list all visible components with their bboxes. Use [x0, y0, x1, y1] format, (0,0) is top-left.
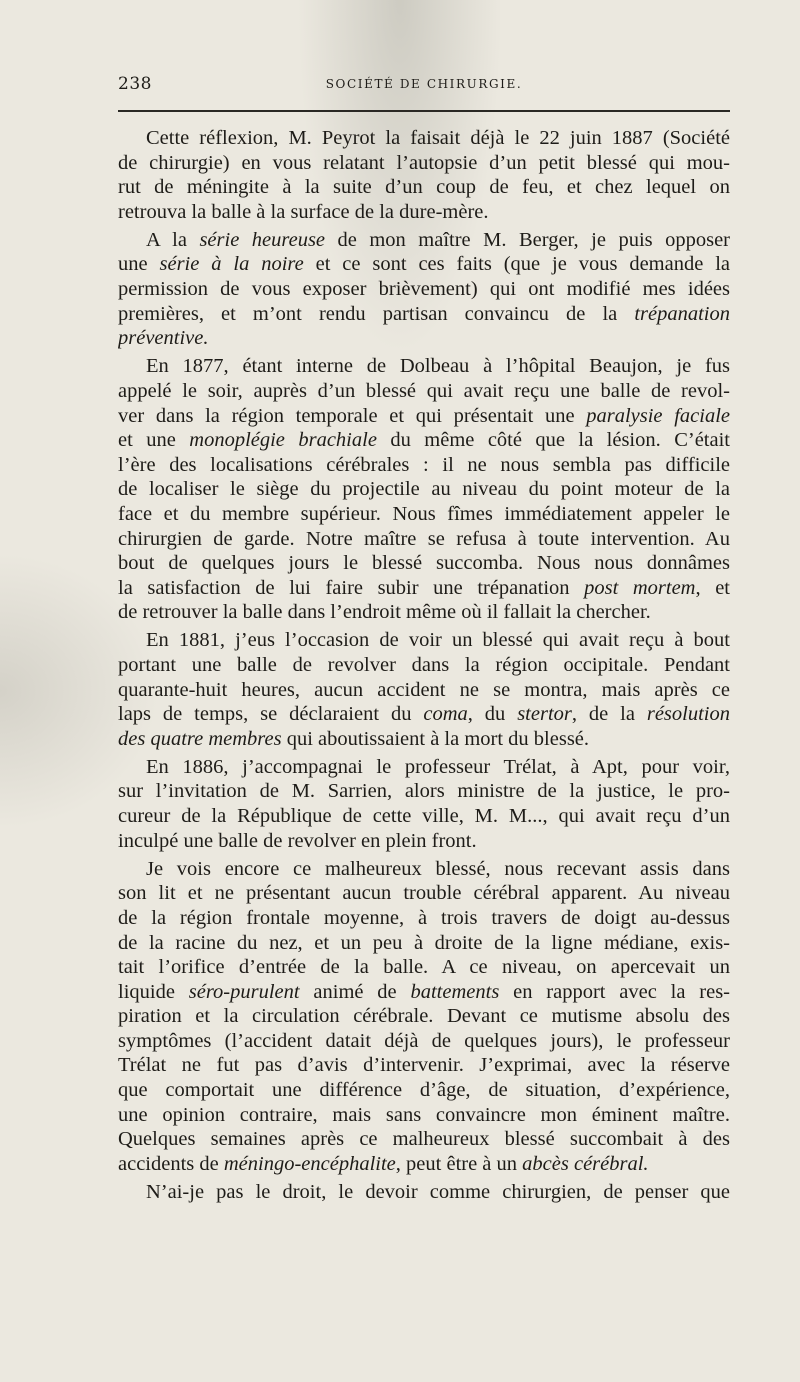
page-header	[118, 74, 730, 102]
text-line: la satisfaction de lui faire subir une trépanation post mortem, et	[118, 576, 730, 599]
text-line: permission de vous exposer brièvement) qui ont modifié mes idées	[118, 278, 730, 301]
paragraph	[118, 857, 730, 1177]
italic-term: abcès cérébral.	[522, 1152, 649, 1175]
text-line: piration et la circulation cérébrale. Devant ce mutisme absolu des	[118, 1005, 730, 1028]
italic-term: paralysie faciale	[586, 404, 730, 427]
text-line: Cette réflexion, M. Peyrot la faisait déjà le 22 juin 1887 (Société	[146, 127, 730, 149]
text-line: Je vois encore ce malheureux blessé, nous recevant assis dans	[146, 857, 730, 880]
text-line: Quelques semaines après ce malheureux blessé succombait à des	[118, 1128, 730, 1151]
text-line: de la racine du nez, et un peu à droite de la ligne médiane, exis-	[118, 931, 730, 954]
paragraph	[118, 126, 730, 224]
text-line: rut de méningite à la suite d’un coup de feu, et chez lequel on	[118, 176, 730, 199]
text-line: N’ai-je pas le droit, le devoir comme chirurgien, de penser que	[146, 1180, 730, 1203]
paragraph	[118, 354, 730, 625]
paragraph	[118, 755, 730, 853]
text-line: accidents de méningo-encéphalite, peut être à un abcès cérébral.	[118, 1152, 649, 1175]
text-line: l’ère des localisations cérébrales : il ne nous sembla pas difficile	[118, 453, 730, 476]
italic-term: coma	[423, 703, 468, 726]
text-line: et une monoplégie brachiale du même côté que la lésion. C’était	[118, 429, 730, 452]
text-line: premières, et m’ont rendu partisan convaincu de la trépanation	[118, 302, 730, 325]
body-text	[118, 126, 730, 1205]
text-line: portant une balle de revolver dans la région occipitale. Pendant	[118, 653, 730, 676]
text-line: cureur de la République de cette ville, M. M..., qui avait reçu d’un	[118, 805, 730, 828]
text-line: appelé le soir, auprès d’un blessé qui avait reçu une balle de revol-	[118, 379, 730, 402]
page-number: 238	[118, 74, 152, 94]
text-line: de la région frontale moyenne, à trois travers de doigt au-dessus	[118, 906, 730, 929]
text-line: symptômes (l’accident datait déjà de quelques jours), le professeur	[118, 1029, 730, 1052]
text-line: retrouva la balle à la surface de la dure-mère.	[118, 200, 489, 223]
italic-term: des quatre membres	[118, 727, 282, 750]
text-line: de retrouver la balle dans l’endroit même où il fallait la chercher.	[118, 601, 651, 624]
text-line: En 1877, étant interne de Dolbeau à l’hôpital Beaujon, je fus	[146, 355, 730, 378]
text-line: A la série heureuse de mon maître M. Berger, je puis opposer	[146, 228, 730, 251]
text-line: En 1886, j’accompagnai le professeur Trélat, à Apt, pour voir,	[146, 755, 730, 778]
italic-term: battements	[410, 980, 500, 1003]
text-line: chirurgien de garde. Notre maître se refusa à toute intervention. Au	[118, 527, 730, 550]
italic-term: séro-purulent	[188, 980, 300, 1003]
text-line: des quatre membres qui aboutissaient à la mort du blessé.	[118, 727, 590, 750]
italic-term: monoplégie brachiale	[189, 429, 377, 452]
italic-term: série heureuse	[199, 228, 326, 251]
text-line: En 1881, j’eus l’occasion de voir un blessé qui avait reçu à bout	[146, 629, 730, 652]
text-line: inculpé une balle de revolver en plein front.	[118, 829, 477, 852]
italic-term: trépanation	[634, 302, 730, 325]
text-line: face et du membre supérieur. Nous fîmes immédiatement appeler le	[118, 502, 730, 525]
italic-term: préventive.	[118, 327, 209, 350]
running-head: SOCIÉTÉ DE CHIRURGIE.	[325, 77, 523, 91]
paragraph	[118, 628, 730, 751]
text-line: de localiser le siège du projectile au niveau du point moteur de la	[118, 478, 730, 501]
text-line: de chirurgie) en vous relatant l’autopsie d’un petit blessé qui mou-	[118, 151, 730, 174]
italic-term: méningo-encéphalite	[223, 1152, 396, 1175]
italic-term: post mortem	[584, 576, 696, 599]
text-line: son lit et ne présentant aucun trouble cérébral apparent. Au niveau	[118, 882, 730, 905]
text-line: laps de temps, se déclaraient du coma, du stertor, de la résolution	[118, 703, 730, 726]
paragraph	[118, 228, 730, 351]
italic-term: résolution	[646, 703, 730, 726]
text-line: tait l’orifice d’entrée de la balle. A ce niveau, on apercevait un	[118, 956, 730, 979]
text-line: ver dans la région temporale et qui présentait une paralysie faciale	[118, 404, 730, 427]
italic-term: série à la noire	[159, 253, 304, 276]
text-line: liquide séro-purulent animé de battements en rapport avec la res-	[118, 980, 730, 1003]
text-line: une série à la noire et ce sont ces faits (que je vous demande la	[118, 253, 730, 276]
text-line: sur l’invitation de M. Sarrien, alors ministre de la justice, le pro-	[118, 780, 730, 803]
paragraph	[118, 1180, 730, 1205]
text-line: quarante-huit heures, aucun accident ne se montra, mais après ce	[118, 678, 730, 701]
text-line: une opinion contraire, mais sans convaincre mon éminent maître.	[118, 1103, 730, 1126]
text-line: que comportait une différence d’âge, de situation, d’expérience,	[118, 1079, 730, 1102]
italic-term: stertor	[517, 703, 572, 726]
text-line	[118, 326, 730, 351]
text-line: bout de quelques jours le blessé succomba. Nous nous donnâmes	[118, 552, 730, 575]
text-line: Trélat ne fut pas d’avis d’intervenir. J’exprimai, avec la réserve	[118, 1054, 730, 1077]
header-rule	[118, 110, 730, 112]
